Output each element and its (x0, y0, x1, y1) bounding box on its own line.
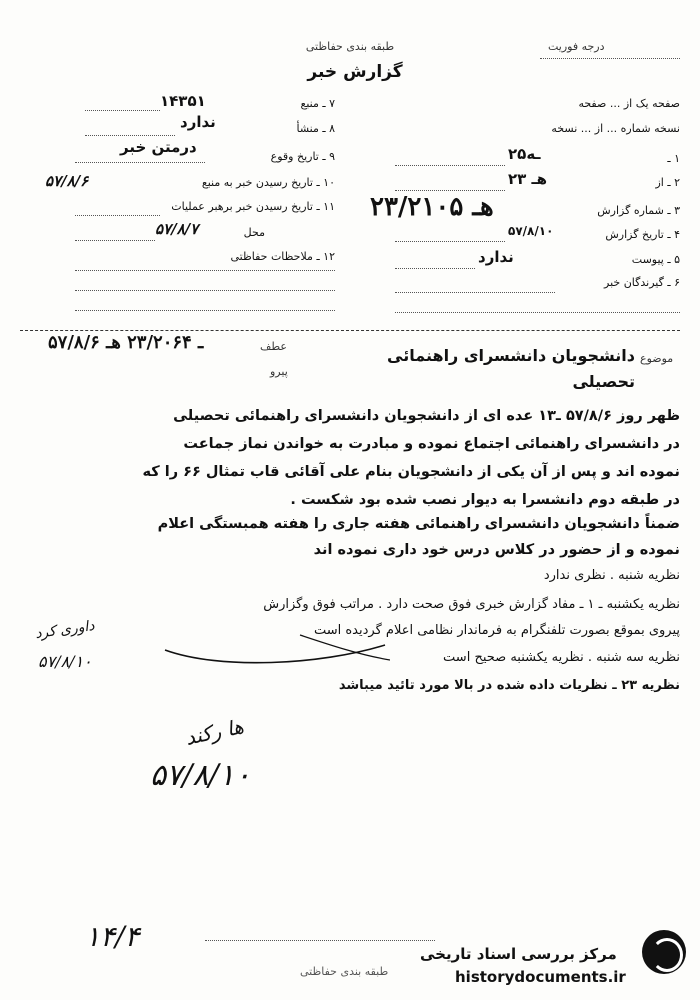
page-label: صفحه یک از ... صفحه (578, 97, 680, 110)
handwritten-strokes (160, 615, 390, 675)
copy-label: نسخه شماره ... از ... نسخه (551, 122, 680, 135)
signature: ها رکند (183, 714, 246, 750)
dotted-line (395, 292, 555, 293)
dotted-line (75, 290, 335, 291)
origin-label: ۸ ـ منشأ (296, 122, 335, 135)
subject-line-1: دانشجویان دانشسرای راهنمائی (387, 346, 635, 365)
dotted-line (395, 190, 505, 191)
item1-value: ۲۵ـه (508, 145, 541, 163)
receipt-ops-label: ۱۱ ـ تاریخ رسیدن خبر برهبر عملیات (171, 200, 335, 213)
recipients-label: ۶ ـ گیرندگان خبر (604, 276, 680, 289)
event-date-label: ۹ ـ تاریخ وقوع (270, 150, 335, 163)
body-line: ظهر روز ۵۷/۸/۶ ـ۱۳ عده ای از دانشجویان دانشسرای راهنمائی تحصیلی (173, 408, 680, 424)
evaluation-23: نظریه ۲۳ ـ نظریات داده شده در بالا مورد تائید میباشد (338, 678, 680, 693)
report-date-label: ۴ ـ تاریخ گزارش (605, 228, 680, 241)
watermark-title: مرکز بررسی اسناد تاریخی (420, 945, 617, 963)
divider (540, 58, 680, 59)
body-line: در دانشسرای راهنمائی اجتماع نموده و مبادرت به خواندن نماز جماعت (183, 436, 680, 452)
dotted-line (395, 268, 475, 269)
page-title: گزارش خبر (307, 62, 403, 82)
reference-number: ۵۷/۸/۶ ـ ۲۳/۲۰۶۴ هـ (48, 332, 204, 353)
divider (205, 940, 435, 941)
footer-classification: طبقه بندی حفاظتی (300, 965, 389, 978)
evaluation-saturday: نظریه شنبه . نظری ندارد (543, 568, 680, 583)
report-number-value: ۲۳/۲۱۰۵ هـ (370, 192, 494, 222)
urgency-label: درجه فوریت (548, 40, 605, 53)
attachment-value: ندارد (478, 248, 514, 266)
body-line: نموده اند و پس از آن یکی از دانشجویان بنام علی آقائی قاب تمثال ۶۶ را که (142, 464, 680, 480)
evaluation-sunday-2: پیروی بموقع بصورت تلفنگرام به فرماندار نظامی اعلام گردیده است (313, 623, 680, 638)
evaluation-tuesday: نظریه سه شنبه . نظریه یکشنبه صحیح است (443, 650, 680, 665)
dotted-line (395, 312, 680, 313)
attachment-label: ۵ ـ پیوست (631, 253, 680, 266)
classification-header: طبقه بندی حفاظتی (305, 40, 395, 53)
event-date-value: درمتن خبر (120, 138, 197, 156)
dotted-line (75, 215, 160, 216)
dotted-line (75, 240, 155, 241)
margin-note: داوری کرد (34, 617, 96, 643)
notes-label: ۱۲ ـ ملاحظات حفاظتی (230, 250, 335, 263)
body-line: در طبقه دوم دانشسرا به دیوار نصب شده بود شکست . (290, 492, 680, 508)
dotted-line (75, 310, 335, 311)
dotted-line (85, 135, 175, 136)
page-number: ۱۴/۴ (85, 920, 140, 953)
receipt-ops-value: ۵۷/۸/۷ (155, 220, 199, 238)
source-label: ۷ ـ منبع (300, 97, 335, 110)
body-line: نموده و از حضور در کلاس درس خود داری نموده اند (313, 542, 680, 558)
receipt-source-value: ۵۷/۸/۶ (45, 172, 89, 190)
receipt-source-label: ۱۰ ـ تاریخ رسیدن خبر به منبع (201, 176, 335, 189)
body-line: ضمناً دانشجویان دانشسرای راهنمائی هفته جاری را هفته همبستگی اعلام (157, 516, 680, 532)
signature-date: ۵۷/۸/۱۰ (150, 758, 251, 793)
dotted-line (75, 270, 335, 271)
source-value: ۱۴۳۵۱ (160, 92, 206, 110)
item2-label: ۲ ـ از (655, 176, 680, 189)
dotted-line (395, 241, 505, 242)
reference-note: عطف (260, 340, 287, 353)
reference-note-2: پیرو (270, 365, 288, 378)
item1-label: ۱ ـ (667, 152, 680, 165)
subject-label: موضوع (640, 352, 674, 365)
dotted-line (75, 162, 205, 163)
dotted-line (85, 110, 160, 111)
watermark-url: historydocuments.ir (455, 968, 626, 986)
report-number-label: ۳ ـ شماره گزارش (597, 204, 680, 217)
item2-value: ۲۳ هـ (508, 170, 548, 188)
subject-line-2: تحصیلی (572, 372, 635, 391)
place-label: محل (243, 226, 265, 239)
divider (20, 330, 680, 331)
archive-logo-icon-inner (651, 938, 683, 972)
origin-value: ندارد (180, 113, 216, 131)
dotted-line (395, 165, 505, 166)
evaluation-sunday: نظریه یکشنبه ـ ۱ ـ مفاد گزارش خبری فوق صحت دارد . مراتب فوق وگزارش (263, 597, 680, 612)
report-date-value: ۵۷/۸/۱۰ (508, 224, 554, 238)
margin-date: ۵۷/۸/۱۰ (38, 652, 92, 671)
